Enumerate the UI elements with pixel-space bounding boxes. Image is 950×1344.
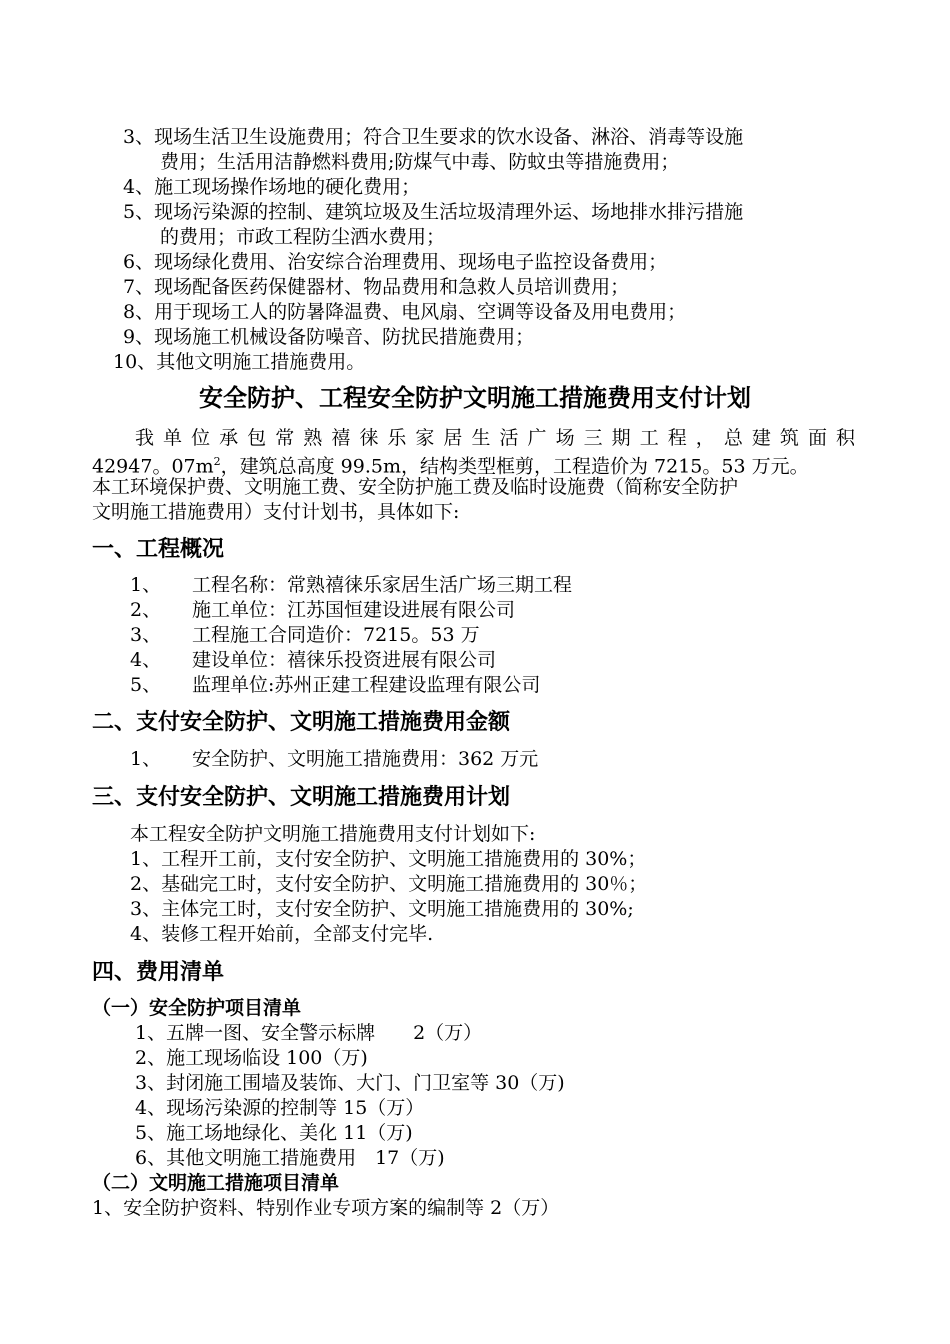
list-item: 5、现场污染源的控制、建筑垃圾及生活垃圾清理外运、场地排水排污措施 bbox=[123, 201, 744, 223]
list-item: 6、其他文明施工措施费用 17（万) bbox=[135, 1147, 445, 1169]
list-item: 2、施工现场临设 100（万) bbox=[135, 1047, 368, 1069]
list-item: 2、 施工单位：江苏国恒建设进展有限公司 bbox=[130, 599, 516, 621]
list-item: 2、基础完工时，支付安全防护、文明施工措施费用的 30％； bbox=[130, 873, 648, 895]
list-item: 8、用于现场工人的防暑降温费、电风扇、空调等设备及用电费用； bbox=[123, 301, 687, 323]
intro-paragraph-line: 文明施工措施费用）支付计划书，具体如下: bbox=[92, 501, 460, 523]
section-heading: 二、支付安全防护、文明施工措施费用金额 bbox=[92, 709, 511, 735]
list-item: 1、 工程名称：常熟禧徕乐家居生活广场三期工程 bbox=[130, 574, 573, 596]
list-item: 9、现场施工机械设备防噪音、防扰民措施费用； bbox=[123, 326, 535, 348]
document-title: 安全防护、工程安全防护文明施工措施费用支付计划 bbox=[199, 383, 751, 412]
list-item: 5、 监理单位:苏州正建工程建设监理有限公司 bbox=[130, 674, 541, 696]
intro-paragraph-line: 本工环境保护费、文明施工费、安全防护施工费及临时设施费（简称安全防护 bbox=[92, 476, 739, 498]
intro-paragraph-line: 42947。$07m^2$，建筑总高度 99.5m，结构类型框剪，工程造价为 7215。53 万元。 bbox=[92, 455, 809, 478]
list-item: 5、施工场地绿化、美化 11（万) bbox=[135, 1122, 413, 1144]
list-item: 4、现场污染源的控制等 15（万） bbox=[135, 1097, 425, 1119]
list-item: 1、安全防护资料、特别作业专项方案的编制等 2（万） bbox=[92, 1197, 560, 1219]
list-item: 3、封闭施工围墙及装饰、大门、门卫室等 30（万) bbox=[135, 1072, 565, 1094]
section-intro: 本工程安全防护文明施工措施费用支付计划如下: bbox=[130, 823, 536, 845]
subsection-heading: （一）安全防护项目清单 bbox=[92, 997, 302, 1019]
list-item: 1、工程开工前，支付安全防护、文明施工措施费用的 30%； bbox=[130, 848, 647, 870]
list-item: 1、 安全防护、文明施工措施费用：362 万元 bbox=[130, 748, 539, 770]
intro-paragraph-line: 我单位承包常熟禧徕乐家居生活广场三期工程，总建筑面积 bbox=[135, 427, 855, 449]
list-item: 7、现场配备医药保健器材、物品费用和急救人员培训费用； bbox=[123, 276, 630, 298]
subsection-heading: （二）文明施工措施项目清单 bbox=[92, 1172, 340, 1194]
section-heading: 一、工程概况 bbox=[92, 536, 225, 562]
list-item: 4、装修工程开始前，全部支付完毕. bbox=[130, 923, 434, 945]
list-item: 4、 建设单位：禧徕乐投资进展有限公司 bbox=[130, 649, 497, 671]
section-heading: 四、费用清单 bbox=[92, 959, 225, 985]
list-item: 3、现场生活卫生设施费用；符合卫生要求的饮水设备、淋浴、消毒等设施 bbox=[123, 126, 744, 148]
list-item: 4、施工现场操作场地的硬化费用； bbox=[123, 176, 421, 198]
list-item: 6、现场绿化费用、治安综合治理费用、现场电子监控设备费用； bbox=[123, 251, 668, 273]
list-item: 3、 工程施工合同造价：7215。53 万 bbox=[130, 624, 480, 646]
list-item-continuation: 费用；生活用洁静燃料费用;防煤气中毒、防蚊虫等措施费用； bbox=[160, 151, 680, 173]
section-heading: 三、支付安全防护、文明施工措施费用计划 bbox=[92, 784, 511, 810]
list-item: 1、五牌一图、安全警示标牌 2（万） bbox=[135, 1022, 483, 1044]
list-item: 10、其他文明施工措施费用。 bbox=[113, 351, 366, 373]
list-item: 3、主体完工时，支付安全防护、文明施工措施费用的 30%; bbox=[130, 898, 634, 920]
list-item-continuation: 的费用；市政工程防尘洒水费用； bbox=[160, 226, 446, 248]
